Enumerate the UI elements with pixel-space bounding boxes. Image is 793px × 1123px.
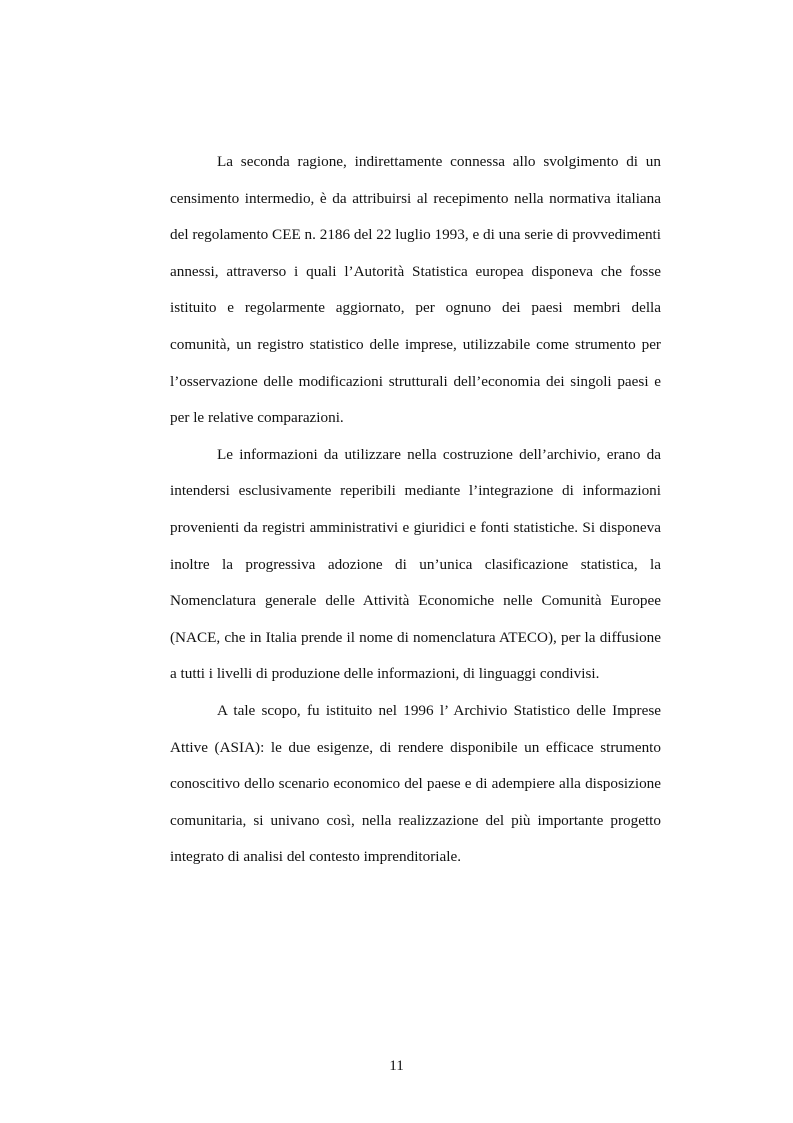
page-number: 11: [389, 1057, 404, 1074]
paragraph-2: Le informazioni da utilizzare nella costruzione dell’archivio, erano da intendersi esclusivamente reperibili mediante l’integrazione di informazioni provenienti da registri amministrativi e giuridici e fonti statistiche. Si disponeva inoltre la progressiva adozione di un’unica clasificazione statistica, la Nomenclatura generale delle Attività Economiche nelle Comunità Europee (NACE, che in Italia prende il nome di nomenclatura ATECO), per la diffusione a tutti i livelli di produzione delle informazioni, di linguaggi condivisi.: [170, 445, 661, 683]
paragraph-1: La seconda ragione, indirettamente connessa allo svolgimento di un censimento intermedio, è da attribuirsi al recepimento nella normativa italiana del regolamento CEE n. 2186 del 22 luglio 1993, e di una serie di provvedimenti annessi, attraverso i quali l’Autorità Statistica europea disponeva che fosse istituito e regolarmente aggiornato, per ognuno dei paesi membri della comunità, un registro statistico delle imprese, utilizzabile come strumento per l’osservazione delle modificazioni strutturali dell’economia dei singoli paesi e per le relative comparazioni.: [170, 153, 661, 427]
body-text: [170, 144, 661, 876]
paragraph-3: A tale scopo, fu istituito nel 1996 l’ Archivio Statistico delle Imprese Attive (ASIA): le due esigenze, di rendere disponibile un efficace strumento conoscitivo dello scenario economico del paese e di adempiere alla disposizione comunitaria, si univano così, nella realizzazione del più importante progetto integrato di analisi del contesto imprenditoriale.: [170, 701, 661, 866]
